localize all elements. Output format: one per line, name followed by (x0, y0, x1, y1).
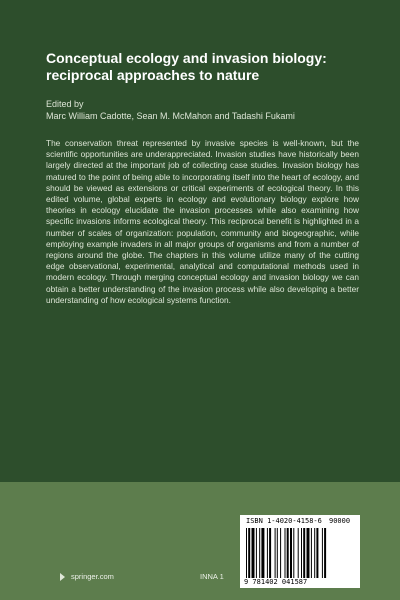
editor-names: Marc William Cadotte, Sean M. McMahon and Tadashi Fukami (46, 110, 295, 121)
book-title-line-1: Conceptual ecology and invasion biology: (46, 50, 327, 66)
barcode-bar (307, 528, 310, 578)
barcode-bar (256, 528, 257, 578)
barcode-bar (285, 528, 286, 578)
editors-block (46, 99, 366, 122)
series-code: INNA 1 (200, 572, 224, 581)
publisher-link[interactable] (60, 572, 114, 581)
book-description: The conservation threat represented by invasive species is well-known, but the scientific opportunities are underappreciated. Invasion studies have historically been largely directed at the important job of collecting case studies. Invasion biology has matured to the point of being able to incorporating itself into the heart of ecology, and should be viewed as extensions or critical experiments of ecological theory. In this edited volume, global experts in ecology and evolutionary biology explore how theories in ecology elucidate the invasion processes while also examining how specific invasions informs ecological theory. This reciprocal benefit is highlighted in a number of scales of organization: population, community and biogeographic, while employing example invaders in all major groups of organisms and from a number of regions around the globe. The chapters in this volume utilize many of the cutting edge observational, experimental, analytical and computational methods used in modern ecology. Through merging conceptual ecology and invasion biology we can obtain a better understanding of the invasion process while also developing a better understanding of how ecological systems function. (46, 138, 359, 305)
barcode-bar (316, 528, 318, 578)
barcode-bars (246, 528, 354, 578)
edited-by-label: Edited by (46, 99, 84, 109)
barcode-bar (267, 528, 268, 578)
barcode-bar (280, 528, 281, 578)
barcode-bar (287, 528, 289, 578)
barcode-bar (261, 528, 264, 578)
barcode-bar (269, 528, 271, 578)
barcode-bar (298, 528, 299, 578)
barcode-bar (246, 528, 247, 578)
isbn-text: ISBN 1-4020-4158-6 (246, 517, 322, 525)
barcode-bar (275, 528, 276, 578)
barcode-bar (322, 528, 323, 578)
barcode-panel (240, 515, 360, 588)
price-code: 90000 (329, 517, 351, 525)
barcode-bar (314, 528, 315, 578)
barcode-bar (303, 528, 305, 578)
barcode-bar (248, 528, 250, 578)
springer-arrow-icon (60, 573, 65, 581)
barcode-bar (293, 528, 294, 578)
barcode-number: 9 781402 041587 (244, 578, 308, 586)
barcode-bar (259, 528, 260, 578)
barcode-bar (324, 528, 326, 578)
barcode-bar (252, 528, 255, 578)
publisher-url: springer.com (71, 572, 114, 581)
barcode-bar (277, 528, 278, 578)
book-title-line-2: reciprocal approaches to nature (46, 67, 260, 83)
barcode-bar (290, 528, 292, 578)
barcode-bar (301, 528, 302, 578)
book-title (46, 50, 366, 84)
barcode-bar (311, 528, 312, 578)
